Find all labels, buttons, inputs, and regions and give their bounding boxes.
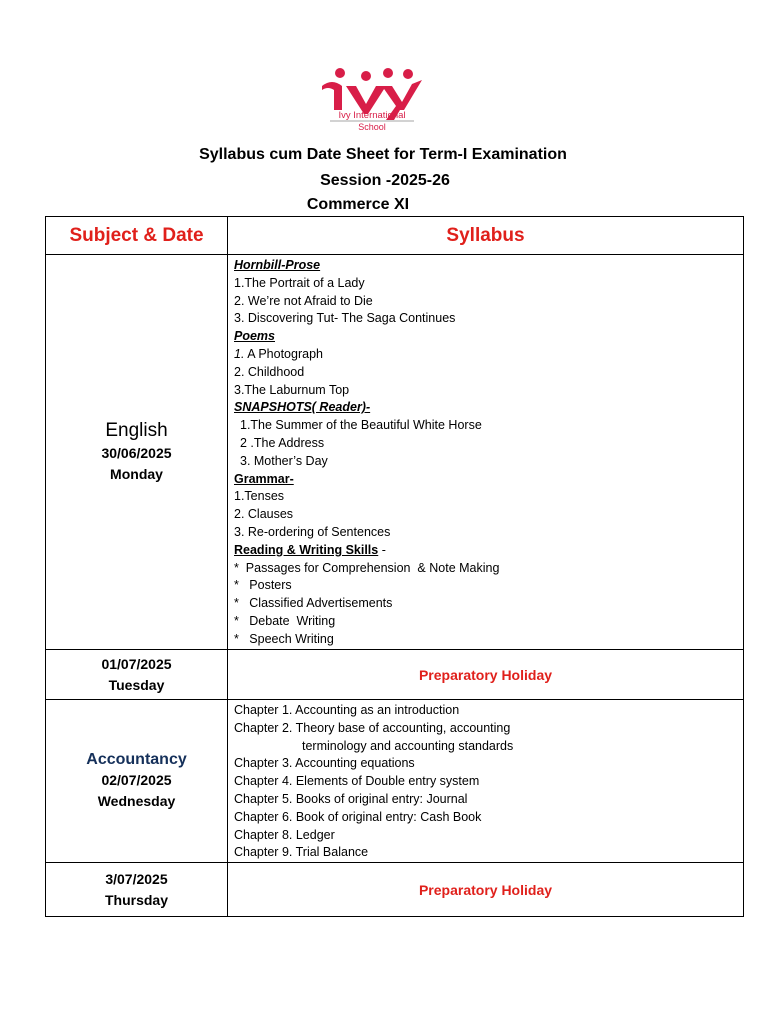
table-row-holiday-1 (46, 650, 744, 700)
school-name-line2: School (358, 122, 386, 132)
list-item: * Classified Advertisements (234, 596, 393, 611)
school-logo (316, 64, 428, 136)
list-item: 3. Discovering Tut- The Saga Continues (234, 311, 456, 326)
reading-heading: Reading & Writing Skills (234, 542, 379, 557)
list-item: * Speech Writing (234, 631, 334, 646)
list-item: Chapter 5. Books of original entry: Journal (234, 791, 468, 806)
holiday1-date: 01/07/2025 (101, 655, 172, 672)
list-item (234, 346, 743, 364)
list-item: * Passages for Comprehension & Note Making (234, 560, 500, 575)
header-subject-date: Subject & Date (46, 217, 228, 255)
list-item: Chapter 2. Theory base of accounting, accounting (234, 720, 511, 735)
header-row (46, 217, 744, 255)
holiday1-text: Preparatory Holiday (228, 650, 744, 700)
document-title: Syllabus cum Date Sheet for Term-I Examination (199, 146, 567, 163)
holiday2-day: Thursday (104, 891, 168, 908)
accountancy-date: 02/07/2025 (101, 772, 172, 789)
english-subject-cell (46, 255, 228, 650)
holiday2-date: 3/07/2025 (105, 870, 168, 887)
english-syllabus-cell (228, 255, 744, 650)
list-item: 2. We’re not Afraid to Die (234, 293, 373, 308)
table-row-holiday-2 (46, 863, 744, 917)
holiday2-date-cell (46, 863, 228, 917)
snapshots-heading: SNAPSHOTS( Reader)- (234, 400, 371, 415)
session-title: Session -2025-26 (320, 172, 450, 189)
list-item: 2. Clauses (234, 507, 294, 522)
list-item: 3.The Laburnum Top (234, 382, 350, 397)
list-item: terminology and accounting standards (302, 738, 514, 753)
table-row-english (46, 255, 744, 650)
list-item: Chapter 9. Trial Balance (234, 845, 369, 860)
list-item: Chapter 8. Ledger (234, 827, 335, 842)
list-item: Chapter 4. Elements of Double entry system (234, 774, 480, 789)
list-item: 3. Re-ordering of Sentences (234, 524, 391, 539)
header-syllabus: Syllabus (228, 217, 744, 255)
list-item: 2 .The Address (240, 435, 325, 450)
list-item: Chapter 1. Accounting as an introduction (234, 703, 460, 717)
reading-suffix: - (378, 542, 386, 557)
class-title: Commerce XI (306, 196, 410, 213)
poem-number: 1. (234, 346, 245, 361)
english-subject: English (105, 420, 168, 441)
table-row-accountancy (46, 700, 744, 863)
english-day: Monday (110, 466, 163, 482)
english-date: 30/06/2025 (101, 445, 172, 461)
grammar-heading: Grammar- (234, 471, 294, 486)
hornbill-heading: Hornbill-Prose (234, 258, 321, 272)
list-item: Chapter 6. Book of original entry: Cash Book (234, 809, 482, 824)
poem-title: A Photograph (244, 346, 323, 361)
list-item: 2. Childhood (234, 364, 305, 379)
list-item: 1.The Portrait of a Lady (234, 275, 365, 290)
list-item: * Debate Writing (234, 613, 336, 628)
accountancy-subject-cell (46, 700, 228, 863)
holiday1-date-cell (46, 650, 228, 700)
accountancy-day: Wednesday (97, 793, 176, 810)
date-sheet-table (45, 216, 744, 917)
list-item: 1.Tenses (234, 489, 285, 504)
list-item: 3. Mother’s Day (240, 453, 328, 468)
list-item: * Posters (234, 578, 292, 593)
poems-heading: Poems (234, 329, 275, 344)
accountancy-subject: Accountancy (86, 751, 187, 769)
reading-heading-line (234, 542, 743, 560)
list-item: 1.The Summer of the Beautiful White Horse (240, 418, 482, 433)
accountancy-syllabus-cell (228, 700, 744, 863)
holiday2-text: Preparatory Holiday (228, 863, 744, 917)
list-item: Chapter 3. Accounting equations (234, 756, 415, 771)
school-name-line1: Ivy International (338, 110, 406, 121)
holiday1-day: Tuesday (108, 676, 165, 693)
